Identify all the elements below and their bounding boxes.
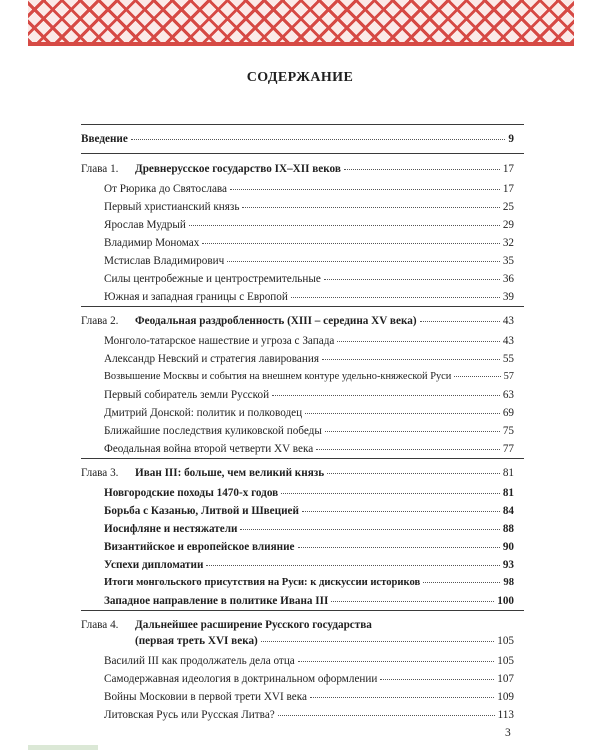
toc-section[interactable] xyxy=(104,539,514,555)
chapter-page: 17 xyxy=(502,163,514,175)
toc-section[interactable] xyxy=(104,351,514,367)
section-page: 98 xyxy=(503,577,514,588)
section-page: 55 xyxy=(502,353,514,365)
dot-leader xyxy=(206,564,499,566)
section-title: Мстислав Владимирович xyxy=(104,255,225,267)
section-page: 109 xyxy=(497,691,514,703)
toc-section[interactable] xyxy=(104,369,514,385)
section-page: 29 xyxy=(502,219,514,231)
toc-section[interactable] xyxy=(104,593,514,609)
chapter-page: 81 xyxy=(502,467,514,479)
section-title: От Рюрика до Святослава xyxy=(104,183,228,195)
dot-leader xyxy=(454,375,500,377)
dot-leader xyxy=(316,448,500,450)
section-page: 81 xyxy=(502,487,514,499)
chapter-title: Феодальная раздробленность (XIII – середина XV века) xyxy=(135,315,417,327)
toc-section[interactable] xyxy=(104,217,514,233)
chapter-title: Иван III: больше, чем великий князь xyxy=(135,467,325,479)
section-page: 39 xyxy=(502,291,514,303)
section-title: Итоги монгольского присутствия на Руси: к дискуссии историков xyxy=(104,577,421,588)
section-title: Монголо-татарское нашествие и угроза с Запада xyxy=(104,335,335,347)
toc-section[interactable] xyxy=(104,521,514,537)
dot-leader xyxy=(325,430,500,432)
dot-leader xyxy=(298,660,494,662)
dot-leader xyxy=(337,340,499,342)
dot-leader xyxy=(240,528,499,530)
dot-leader xyxy=(305,412,500,414)
folk-ornament-border xyxy=(28,0,574,42)
section-title: Первый собиратель земли Русской xyxy=(104,389,270,401)
section-title: Византийское и европейское влияние xyxy=(104,541,295,553)
section-title: Иосифляне и нестяжатели xyxy=(104,523,238,535)
dot-leader xyxy=(310,696,494,698)
chapter-title: Древнерусское государство IX–XII веков xyxy=(135,163,341,175)
dot-leader xyxy=(291,296,500,298)
decorative-mark xyxy=(28,745,98,750)
section-page: 75 xyxy=(502,425,514,437)
dot-leader xyxy=(227,260,500,262)
section-page: 113 xyxy=(497,709,514,721)
dot-leader xyxy=(261,640,494,642)
section-title: Самодержавная идеология в доктринальном оформлении xyxy=(104,673,378,685)
chapter-label: Глава 4. xyxy=(81,619,119,631)
section-title: Дмитрий Донской: политик и полководец xyxy=(104,407,303,419)
chapter-page: 43 xyxy=(502,315,514,327)
dot-leader xyxy=(242,206,499,208)
section-page: 69 xyxy=(502,407,514,419)
section-page: 84 xyxy=(502,505,514,517)
toc-section[interactable] xyxy=(104,235,514,251)
dot-leader xyxy=(131,138,506,140)
section-page: 57 xyxy=(503,371,514,382)
section-page: 35 xyxy=(502,255,514,267)
section-title: Александр Невский и стратегия лавирования xyxy=(104,353,319,365)
toc-entry-intro[interactable] xyxy=(81,131,514,147)
dot-leader xyxy=(322,358,500,360)
section-title: Ближайшие последствия куликовской победы xyxy=(104,425,322,437)
section-title: Борьба с Казанью, Литвой и Швецией xyxy=(104,505,299,517)
dot-leader xyxy=(327,472,500,474)
chapter-title: Дальнейшее расширение Русского государства xyxy=(135,619,372,631)
toc-section[interactable] xyxy=(104,707,514,723)
page-number: 3 xyxy=(505,727,511,739)
separator xyxy=(81,610,524,611)
toc-chapter-2[interactable] xyxy=(81,313,514,329)
toc-section[interactable] xyxy=(104,253,514,269)
section-page: 77 xyxy=(502,443,514,455)
section-title: Литовская Русь или Русская Литва? xyxy=(104,709,275,721)
section-title: Западное направление в политике Ивана III xyxy=(104,595,329,607)
dot-leader xyxy=(278,714,495,716)
section-title: Первый христианский князь xyxy=(104,201,240,213)
toc-chapter-4[interactable] xyxy=(81,617,514,633)
toc-section[interactable] xyxy=(104,575,514,591)
section-title: Успехи дипломатии xyxy=(104,559,204,571)
chapter-label: Глава 1. xyxy=(81,163,119,175)
dot-leader xyxy=(189,224,500,226)
dot-leader xyxy=(324,278,500,280)
toc-chapter-1[interactable] xyxy=(81,161,514,177)
page-title: СОДЕРЖАНИЕ xyxy=(246,70,354,85)
toc-section[interactable] xyxy=(104,689,514,705)
toc-section[interactable] xyxy=(104,333,514,349)
section-page: 100 xyxy=(497,595,514,607)
section-title: Южная и западная границы с Европой xyxy=(104,291,288,303)
separator xyxy=(81,458,524,459)
chapter-label: Глава 3. xyxy=(81,467,119,479)
section-page: 63 xyxy=(502,389,514,401)
toc-chapter-4-continued[interactable] xyxy=(135,633,514,649)
separator xyxy=(81,306,524,307)
toc-section[interactable] xyxy=(104,485,514,501)
toc-section[interactable] xyxy=(104,653,514,669)
toc-section[interactable] xyxy=(104,271,514,287)
section-page: 17 xyxy=(502,183,514,195)
dot-leader xyxy=(281,492,500,494)
separator xyxy=(81,124,524,125)
dot-leader xyxy=(202,242,499,244)
section-page: 90 xyxy=(502,541,514,553)
toc-section[interactable] xyxy=(104,405,514,421)
toc-section[interactable] xyxy=(104,441,514,457)
section-title: Возвышение Москвы и события на внешнем контуре удельно-княжеской Руси xyxy=(104,371,452,382)
dot-leader xyxy=(272,394,500,396)
dot-leader xyxy=(344,168,500,170)
section-title: Ярослав Мудрый xyxy=(104,219,186,231)
chapter-title-continued: (первая треть XVI века) xyxy=(135,635,258,647)
section-title: Новгородские походы 1470-х годов xyxy=(104,487,279,499)
section-title: Силы центробежные и центростремительные xyxy=(104,273,321,285)
dot-leader xyxy=(331,600,494,602)
section-page: 105 xyxy=(497,655,514,667)
section-title: Войны Московии в первой трети XVI века xyxy=(104,691,307,703)
toc-section[interactable] xyxy=(104,423,514,439)
section-page: 36 xyxy=(502,273,514,285)
dot-leader xyxy=(380,678,494,680)
toc-section[interactable] xyxy=(104,199,514,215)
dot-leader xyxy=(423,581,500,583)
toc-chapter-3[interactable] xyxy=(81,465,514,481)
section-page: 107 xyxy=(497,673,514,685)
section-page: 93 xyxy=(502,559,514,571)
toc-section[interactable] xyxy=(104,289,514,305)
section-page: 32 xyxy=(502,237,514,249)
section-page: 88 xyxy=(502,523,514,535)
toc-entry-page: 9 xyxy=(508,133,514,145)
section-title: Владимир Мономах xyxy=(104,237,200,249)
ornament-band xyxy=(28,42,574,46)
toc-section[interactable] xyxy=(104,387,514,403)
separator xyxy=(81,153,524,154)
toc-section[interactable] xyxy=(104,671,514,687)
toc-section[interactable] xyxy=(104,503,514,519)
toc-entry-title: Введение xyxy=(81,133,128,145)
section-page: 25 xyxy=(502,201,514,213)
section-title: Феодальная война второй четверти XV века xyxy=(104,443,314,455)
dot-leader xyxy=(298,546,500,548)
chapter-page: 105 xyxy=(497,635,514,647)
toc-section[interactable] xyxy=(104,181,514,197)
dot-leader xyxy=(230,188,500,190)
chapter-label: Глава 2. xyxy=(81,315,119,327)
dot-leader xyxy=(302,510,500,512)
toc-section[interactable] xyxy=(104,557,514,573)
section-page: 43 xyxy=(502,335,514,347)
dot-leader xyxy=(420,320,500,322)
section-title: Василий III как продолжатель дела отца xyxy=(104,655,295,667)
